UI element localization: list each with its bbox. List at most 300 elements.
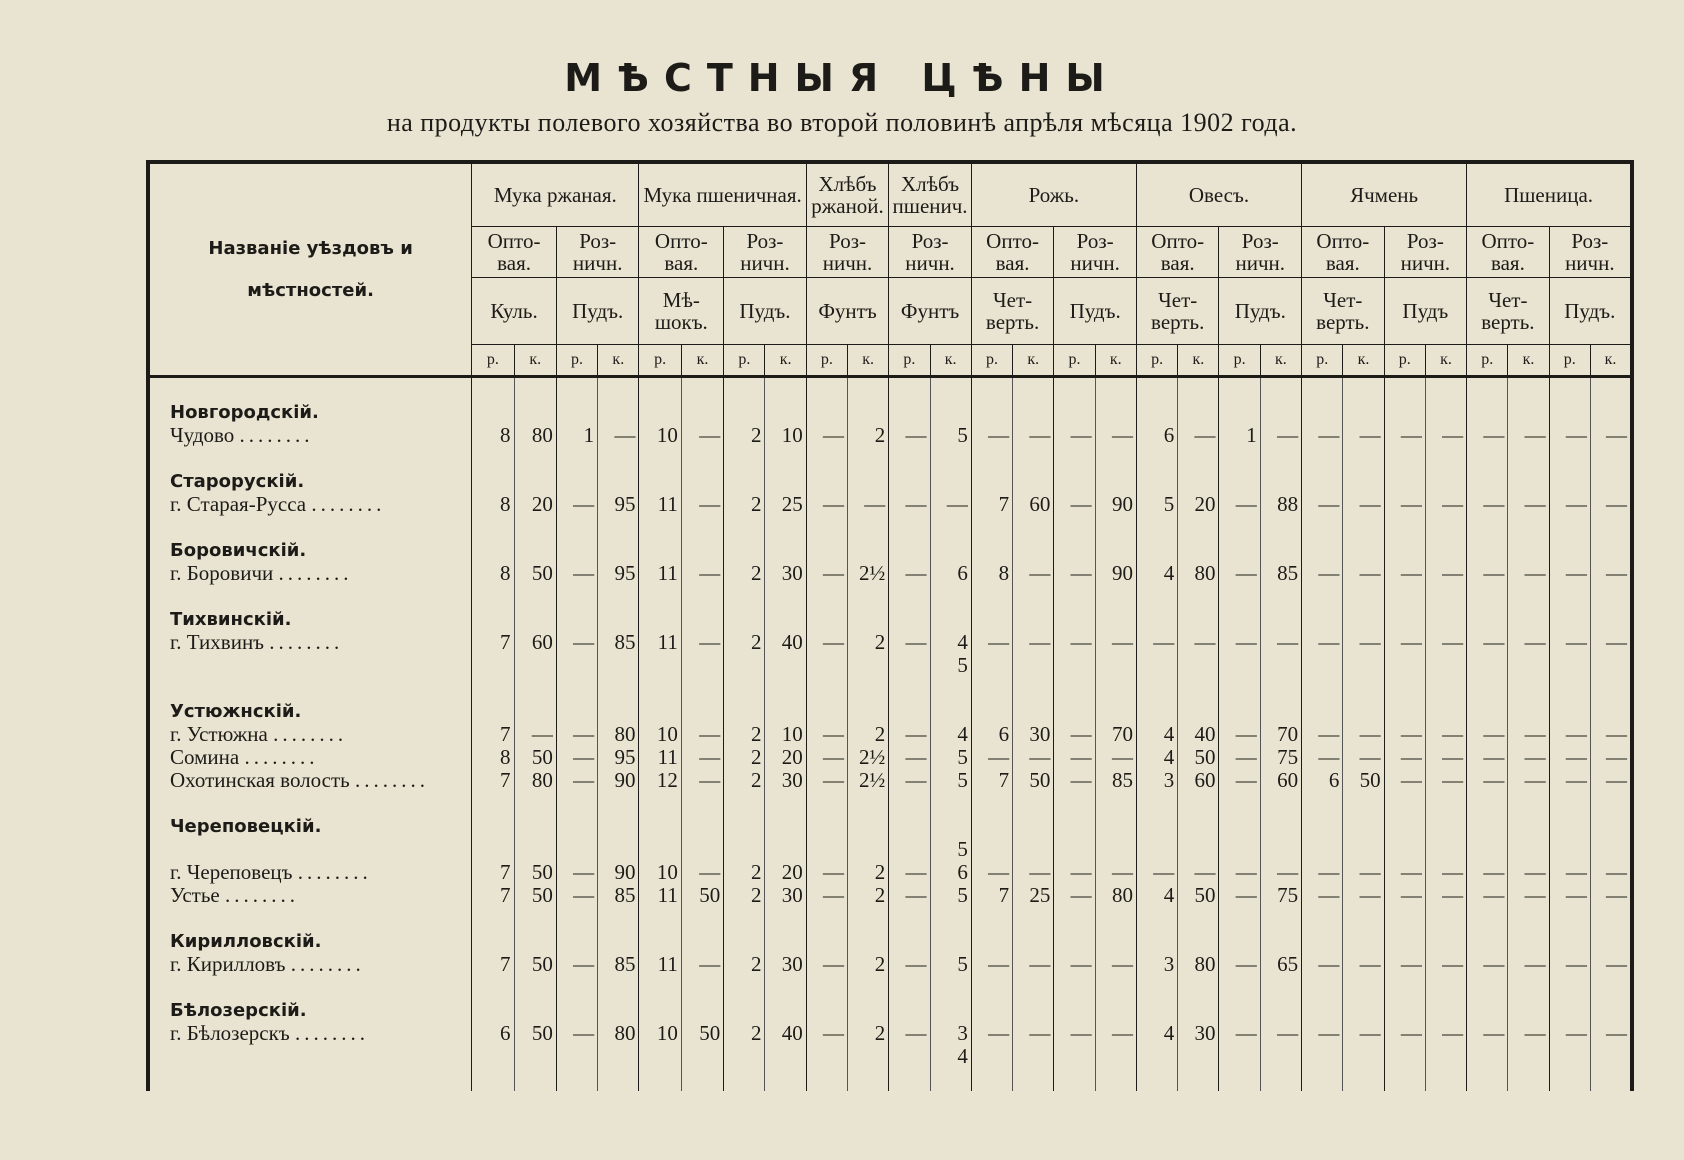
empty-cell: [765, 999, 806, 1022]
empty-cell: [1384, 700, 1425, 723]
empty-cell: [1508, 585, 1549, 608]
price-cell: —: [1219, 769, 1260, 792]
empty-cell: [724, 907, 765, 930]
empty-cell: [1343, 815, 1384, 838]
price-cell: —: [556, 769, 597, 792]
empty-cell: [556, 677, 597, 700]
empty-cell: [639, 838, 681, 861]
district-name: Боровичскій.: [170, 540, 307, 561]
empty-cell: [724, 539, 765, 562]
table-row: [148, 769, 1632, 792]
empty-cell: [1095, 838, 1136, 861]
price-cell: —: [1590, 562, 1632, 585]
empty-cell: [1178, 516, 1219, 539]
empty-cell: [681, 838, 723, 861]
empty-cell: [724, 447, 765, 470]
empty-cell: [1219, 999, 1260, 1022]
empty-cell: [1549, 1068, 1590, 1091]
unit-header: Чет-верть.: [1467, 278, 1550, 345]
empty-cell: [1384, 838, 1425, 861]
price-cell: —: [1302, 1022, 1343, 1045]
price-cell: —: [1425, 493, 1466, 516]
price-cell: —: [556, 723, 597, 746]
price-cell: —: [806, 884, 847, 907]
empty-cell: [1467, 838, 1508, 861]
price-cell: —: [1343, 424, 1384, 447]
price-cell: 7: [472, 769, 514, 792]
price-cell: —: [1054, 723, 1095, 746]
empty-cell: [681, 677, 723, 700]
empty-cell: [1054, 401, 1095, 424]
price-cell: —: [1178, 861, 1219, 884]
empty-cell: [1095, 930, 1136, 953]
empty-cell: [598, 401, 639, 424]
empty-cell: [1384, 1045, 1425, 1068]
empty-cell: [639, 516, 681, 539]
price-cell: —: [889, 723, 930, 746]
price-cell: —: [1054, 424, 1095, 447]
price-cell: 60: [1260, 769, 1301, 792]
empty-cell: [971, 838, 1012, 861]
empty-cell: [1590, 447, 1632, 470]
empty-cell: [514, 401, 556, 424]
spacer-row: [148, 516, 1632, 539]
price-cell: —: [806, 723, 847, 746]
price-cell: 2: [848, 424, 889, 447]
price-cell: —: [1467, 746, 1508, 769]
price-cell: 60: [514, 631, 556, 654]
empty-cell: [1178, 585, 1219, 608]
empty-cell: [472, 930, 514, 953]
empty-cell: [1508, 677, 1549, 700]
price-cell: —: [1590, 861, 1632, 884]
empty-cell: [1467, 999, 1508, 1022]
empty-cell: [1013, 470, 1054, 493]
empty-cell: [848, 654, 889, 677]
rub-header: р.: [556, 345, 597, 377]
empty-cell: [806, 470, 847, 493]
empty-cell: [1425, 608, 1466, 631]
empty-cell: [1013, 792, 1054, 815]
district-name: Бѣлозерскій.: [170, 1000, 307, 1021]
empty-cell: [1260, 401, 1301, 424]
empty-cell: [1549, 1045, 1590, 1068]
empty-cell: [1549, 470, 1590, 493]
empty-cell: [930, 470, 971, 493]
rub-header: р.: [1467, 345, 1508, 377]
place-cell: [148, 493, 472, 516]
empty-cell: [971, 516, 1012, 539]
price-cell: —: [1054, 769, 1095, 792]
unit-header: Пудъ: [1384, 278, 1467, 345]
empty-cell: [1467, 447, 1508, 470]
price-cell: —: [681, 769, 723, 792]
price-cell: 20: [514, 493, 556, 516]
price-cell: —: [889, 493, 930, 516]
price-cell: —: [1425, 631, 1466, 654]
price-cell: —: [1549, 746, 1590, 769]
price-cell: —: [1590, 953, 1632, 976]
price-cell: 7: [971, 884, 1012, 907]
empty-cell: [514, 792, 556, 815]
empty-cell: [1425, 447, 1466, 470]
empty-cell: [1425, 930, 1466, 953]
empty-cell: [639, 447, 681, 470]
empty-cell: [1302, 999, 1343, 1022]
spacer-row: [148, 1068, 1632, 1091]
empty-cell: [1136, 930, 1177, 953]
price-cell: 65: [1260, 953, 1301, 976]
empty-cell: [681, 700, 723, 723]
empty-cell: [1219, 700, 1260, 723]
price-cell: —: [806, 493, 847, 516]
leader-dots: ........: [239, 423, 314, 447]
empty-cell: [556, 838, 597, 861]
empty-cell: [1425, 999, 1466, 1022]
district-row: [148, 470, 1632, 493]
empty-cell: [1178, 907, 1219, 930]
empty-cell: [472, 838, 514, 861]
price-cell: —: [556, 884, 597, 907]
price-cell: —: [1549, 562, 1590, 585]
price-cell: 4: [1136, 746, 1177, 769]
empty-cell: [1384, 585, 1425, 608]
empty-cell: [1508, 1045, 1549, 1068]
trade-header: Роз-ничн.: [806, 227, 889, 278]
price-cell: —: [1590, 631, 1632, 654]
price-cell: 11: [639, 746, 681, 769]
unit-header: Фунтъ: [806, 278, 889, 345]
spacer-row: [148, 447, 1632, 470]
empty-cell: [724, 999, 765, 1022]
price-cell: 11: [639, 493, 681, 516]
empty-cell: [848, 907, 889, 930]
empty-cell: [1260, 654, 1301, 677]
empty-cell: [1343, 1045, 1384, 1068]
empty-cell: [1013, 815, 1054, 838]
price-cell: 25: [1013, 884, 1054, 907]
empty-cell: [971, 907, 1012, 930]
empty-cell: [1136, 792, 1177, 815]
spacer-row: [148, 907, 1632, 930]
kop-header: к.: [1343, 345, 1384, 377]
empty-cell: [472, 585, 514, 608]
empty-cell: [971, 377, 1012, 402]
empty-cell: [1302, 930, 1343, 953]
empty-cell: [1095, 401, 1136, 424]
unit-header: Мѣ-шокъ.: [639, 278, 724, 345]
price-cell: —: [681, 493, 723, 516]
empty-cell: [1425, 654, 1466, 677]
empty-cell: [681, 1045, 723, 1068]
price-cell: 10: [639, 424, 681, 447]
group-header: Пшеница.: [1467, 162, 1632, 227]
trade-header: Роз-ничн.: [724, 227, 807, 278]
empty-cell: [1384, 377, 1425, 402]
price-cell: —: [1178, 631, 1219, 654]
leader-dots: ........: [294, 1021, 369, 1045]
empty-cell: [1590, 654, 1632, 677]
empty-cell: [556, 447, 597, 470]
price-cell: 90: [598, 861, 639, 884]
price-cell: —: [1508, 562, 1549, 585]
empty-cell: [1302, 447, 1343, 470]
empty-cell: [1508, 377, 1549, 402]
price-cell: 95: [598, 746, 639, 769]
empty-cell: [1095, 976, 1136, 999]
price-cell: —: [1467, 562, 1508, 585]
empty-cell: [1425, 470, 1466, 493]
empty-cell: [681, 516, 723, 539]
place-cell: [148, 884, 472, 907]
price-cell: 50: [1013, 769, 1054, 792]
empty-cell: [1178, 608, 1219, 631]
empty-cell: [1384, 608, 1425, 631]
price-cell: 7: [472, 723, 514, 746]
extra-kop-cell: 4: [930, 1045, 971, 1068]
empty-cell: [971, 700, 1012, 723]
empty-cell: [806, 999, 847, 1022]
empty-cell: [598, 976, 639, 999]
empty-cell: [1219, 1068, 1260, 1091]
empty-cell: [1095, 1068, 1136, 1091]
empty-cell: [1260, 516, 1301, 539]
price-cell: —: [598, 424, 639, 447]
empty-cell: [556, 792, 597, 815]
rub-header: р.: [639, 345, 681, 377]
price-cell: 10: [765, 424, 806, 447]
price-table: [146, 160, 1634, 1091]
price-cell: —: [1425, 562, 1466, 585]
district-name: Устюжнскій.: [170, 701, 302, 722]
empty-cell: [1467, 470, 1508, 493]
empty-cell: [971, 447, 1012, 470]
empty-cell: [556, 999, 597, 1022]
empty-cell: [806, 976, 847, 999]
empty-cell: [848, 700, 889, 723]
empty-cell: [1425, 585, 1466, 608]
leader-dots: ........: [355, 768, 430, 792]
place-name: Устье: [170, 883, 220, 907]
empty-cell: [1508, 516, 1549, 539]
price-cell: —: [1219, 562, 1260, 585]
empty-cell: [639, 792, 681, 815]
spacer-row: [148, 792, 1632, 815]
price-cell: —: [1095, 746, 1136, 769]
empty-cell: [1095, 377, 1136, 402]
price-cell: 2: [724, 953, 765, 976]
empty-cell: [514, 654, 556, 677]
empty-cell: [848, 470, 889, 493]
empty-cell: [848, 608, 889, 631]
price-cell: —: [1013, 1022, 1054, 1045]
price-cell: —: [971, 861, 1012, 884]
price-cell: 85: [1095, 769, 1136, 792]
empty-cell: [930, 377, 971, 402]
rub-header: р.: [724, 345, 765, 377]
leader-dots: ........: [311, 492, 386, 516]
empty-cell: [1260, 999, 1301, 1022]
price-cell: —: [1590, 424, 1632, 447]
empty-cell: [765, 838, 806, 861]
price-cell: —: [1302, 884, 1343, 907]
price-cell: 6: [971, 723, 1012, 746]
empty-cell: [1178, 401, 1219, 424]
price-cell: —: [889, 631, 930, 654]
empty-cell: [1467, 516, 1508, 539]
unit-header: Куль.: [472, 278, 557, 345]
empty-cell: [1508, 447, 1549, 470]
place-name: г. Череповецъ: [170, 860, 293, 884]
price-cell: 50: [514, 884, 556, 907]
price-cell: 8: [472, 746, 514, 769]
empty-cell: [148, 654, 472, 677]
empty-cell: [1013, 838, 1054, 861]
empty-cell: [514, 838, 556, 861]
empty-cell: [1343, 700, 1384, 723]
trade-header: Роз-ничн.: [1549, 227, 1632, 278]
empty-cell: [1095, 654, 1136, 677]
price-cell: 8: [971, 562, 1012, 585]
price-cell: —: [1590, 746, 1632, 769]
price-cell: —: [1302, 861, 1343, 884]
empty-cell: [148, 792, 472, 815]
empty-cell: [1178, 447, 1219, 470]
price-cell: 8: [472, 493, 514, 516]
empty-cell: [806, 401, 847, 424]
empty-cell: [1054, 516, 1095, 539]
empty-cell: [1013, 677, 1054, 700]
table-row: [148, 723, 1632, 746]
empty-cell: [598, 447, 639, 470]
price-cell: 2: [724, 562, 765, 585]
empty-cell: [848, 516, 889, 539]
empty-cell: [1013, 377, 1054, 402]
empty-cell: [1054, 792, 1095, 815]
empty-cell: [556, 1068, 597, 1091]
price-cell: 25: [765, 493, 806, 516]
price-cell: 60: [1178, 769, 1219, 792]
empty-cell: [806, 585, 847, 608]
price-cell: —: [1343, 953, 1384, 976]
empty-cell: [1590, 677, 1632, 700]
empty-cell: [1425, 1068, 1466, 1091]
price-cell: —: [1549, 861, 1590, 884]
extra-row: [148, 838, 1632, 861]
empty-cell: [1590, 539, 1632, 562]
empty-cell: [930, 815, 971, 838]
price-cell: —: [1054, 1022, 1095, 1045]
empty-cell: [1178, 700, 1219, 723]
price-cell: 11: [639, 953, 681, 976]
price-cell: —: [889, 562, 930, 585]
empty-cell: [472, 539, 514, 562]
empty-cell: [889, 654, 930, 677]
price-cell: 80: [598, 723, 639, 746]
rub-header: р.: [1219, 345, 1260, 377]
place-name: Чудово: [170, 423, 235, 447]
price-cell: 5: [1136, 493, 1177, 516]
empty-cell: [1136, 700, 1177, 723]
trade-header: Опто-вая.: [472, 227, 557, 278]
empty-cell: [1425, 838, 1466, 861]
empty-cell: [148, 838, 472, 861]
empty-cell: [1136, 470, 1177, 493]
price-cell: —: [1508, 953, 1549, 976]
empty-cell: [889, 516, 930, 539]
empty-cell: [1384, 401, 1425, 424]
empty-cell: [598, 516, 639, 539]
empty-cell: [1219, 516, 1260, 539]
empty-cell: [598, 470, 639, 493]
kop-header: к.: [1425, 345, 1466, 377]
empty-cell: [1302, 654, 1343, 677]
empty-cell: [1136, 677, 1177, 700]
empty-cell: [514, 608, 556, 631]
price-cell: 3: [1136, 769, 1177, 792]
price-cell: —: [1590, 884, 1632, 907]
empty-cell: [765, 1045, 806, 1068]
empty-cell: [1590, 700, 1632, 723]
district-name: Новгородскій.: [170, 402, 319, 423]
empty-cell: [639, 608, 681, 631]
empty-cell: [1508, 1068, 1549, 1091]
empty-cell: [514, 516, 556, 539]
empty-cell: [1425, 907, 1466, 930]
price-cell: —: [1054, 631, 1095, 654]
empty-cell: [1178, 838, 1219, 861]
empty-cell: [1219, 539, 1260, 562]
price-cell: 80: [1095, 884, 1136, 907]
price-cell: —: [1590, 769, 1632, 792]
empty-cell: [1508, 470, 1549, 493]
empty-cell: [1095, 907, 1136, 930]
price-cell: 10: [639, 861, 681, 884]
empty-cell: [514, 999, 556, 1022]
spacer-row: [148, 976, 1632, 999]
table-row: [148, 562, 1632, 585]
empty-cell: [1549, 608, 1590, 631]
price-cell: 20: [1178, 493, 1219, 516]
empty-cell: [148, 976, 472, 999]
empty-cell: [1013, 608, 1054, 631]
table-row: [148, 1022, 1632, 1045]
price-cell: —: [1425, 1022, 1466, 1045]
empty-cell: [1136, 1045, 1177, 1068]
empty-cell: [681, 999, 723, 1022]
empty-cell: [1384, 815, 1425, 838]
price-cell: 4: [930, 723, 971, 746]
empty-cell: [930, 792, 971, 815]
empty-cell: [1549, 907, 1590, 930]
price-cell: —: [1260, 631, 1301, 654]
price-cell: 4: [930, 631, 971, 654]
empty-cell: [1425, 377, 1466, 402]
empty-cell: [1549, 377, 1590, 402]
empty-cell: [724, 585, 765, 608]
empty-cell: [556, 516, 597, 539]
price-cell: —: [971, 746, 1012, 769]
empty-cell: [598, 654, 639, 677]
empty-cell: [848, 930, 889, 953]
empty-cell: [1219, 401, 1260, 424]
empty-cell: [1054, 654, 1095, 677]
empty-cell: [1384, 470, 1425, 493]
price-cell: 20: [765, 746, 806, 769]
empty-cell: [1219, 470, 1260, 493]
empty-cell: [889, 608, 930, 631]
price-cell: —: [1013, 953, 1054, 976]
